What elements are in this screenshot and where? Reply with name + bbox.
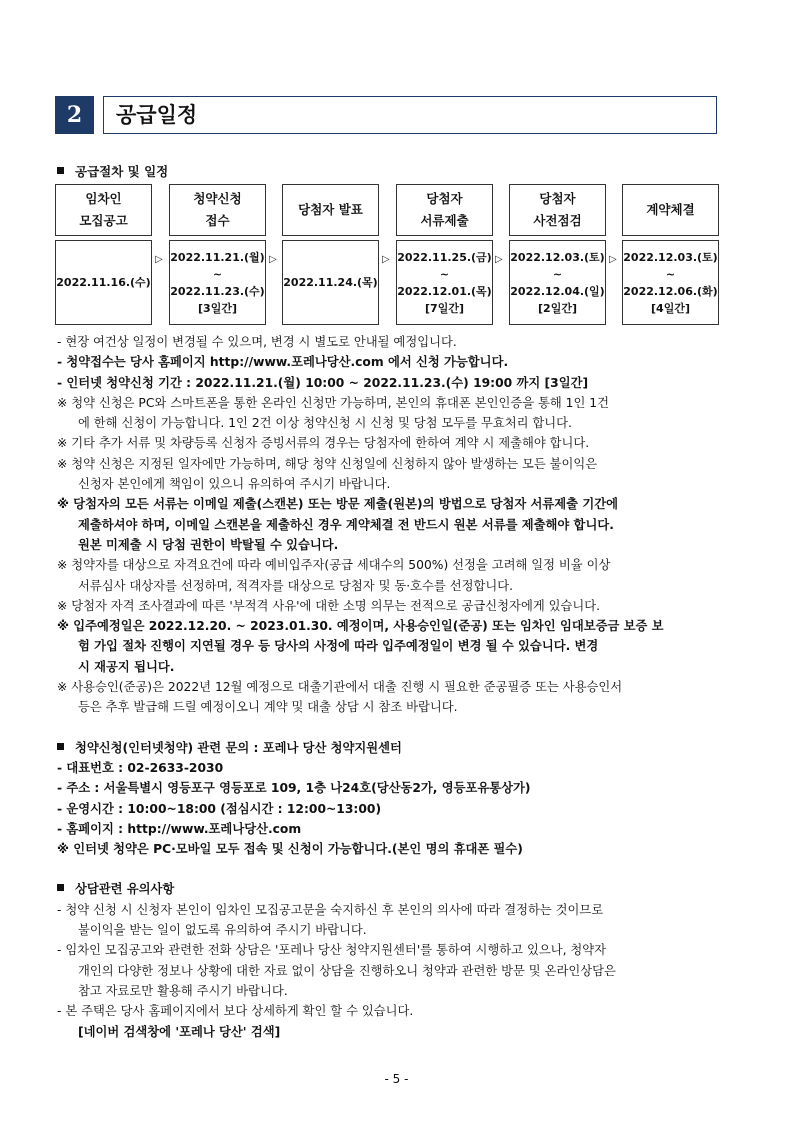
step-announcement	[282, 184, 379, 325]
arrow-icon: ▷	[382, 254, 390, 265]
contact-heading: 청약신청(인터넷청약) 관련 문의 : 포레나 당산 청약지원센터	[57, 738, 727, 758]
step-title: 임차인 모집공고	[55, 184, 152, 236]
square-bullet-icon	[57, 884, 64, 891]
step-date: 2022.12.03.(토) ~ 2022.12.06.(화) [4일간]	[622, 240, 719, 325]
schedule-notes	[57, 332, 727, 1042]
contact-hours: - 운영시간 : 10:00~18:00 (점심시간 : 12:00~13:00)	[57, 801, 382, 816]
square-bullet-icon	[57, 743, 64, 750]
note-line: 에 한해 신청이 가능합니다. 1인 2건 이상 청약신청 시 신청 및 당첨 모두를 무효처리 합니다.	[78, 416, 572, 431]
page-number: - 5 -	[384, 1072, 409, 1086]
contact-address: - 주소 : 서울특별시 영등포구 영등포로 109, 1층 나24호(당산동2가, 영등포유통상가)	[57, 781, 531, 796]
note-line: 제출하셔야 하며, 이메일 스캔본을 제출하신 경우 계약체결 전 반드시 원본 서류를 제출해야 합니다.	[78, 517, 614, 532]
note-line: 험 가입 절차 진행이 지연될 경우 등 당사의 사정에 따라 입주예정일이 변경 될 수 있습니다. 변경	[78, 639, 599, 654]
consult-line: - 본 주택은 당사 홈페이지에서 보다 상세하게 확인 할 수 있습니다.	[57, 1004, 414, 1019]
consult-line: - 임차인 모집공고와 관련한 전화 상담은 '포레나 당산 청약지원센터'를 통하여 시행하고 있으나, 청약자	[57, 943, 607, 958]
section-title: 공급일정	[103, 96, 717, 134]
step-application	[169, 184, 266, 325]
note-line: ※ 입주예정일은 2022.12.20. ~ 2023.01.30. 예정이며, 사용승인일(준공) 또는 임차인 임대보증금 보증 보	[57, 619, 664, 634]
note-line: ※ 청약자를 대상으로 자격요건에 따라 예비입주자(공급 세대수의 500%) 선정을 고려해 일정 비율 이상	[57, 558, 611, 573]
note-line: 신청자 본인에게 책임이 있으니 유의하여 주시기 바랍니다.	[78, 477, 391, 492]
arrow-icon: ▷	[155, 254, 163, 265]
contact-homepage[interactable]: - 홈페이지 : http://www.포레나당산.com	[57, 821, 302, 836]
schedule-flow	[55, 184, 720, 329]
consult-heading: 상담관련 유의사항	[57, 879, 727, 899]
step-title: 계약체결	[622, 184, 719, 236]
step-title: 당첨자 발표	[282, 184, 379, 236]
step-date: 2022.11.25.(금) ~ 2022.12.01.(목) [7일간]	[396, 240, 493, 325]
consult-line: 개인의 다양한 정보나 상황에 대한 자료 없이 상담을 진행하오니 청약과 관련한 방문 및 온라인상담은	[78, 963, 616, 978]
contact-phone: - 대표번호 : 02-2633-2030	[57, 760, 224, 775]
consult-line: - 청약 신청 시 신청자 본인이 임차인 모집공고문을 숙지하신 후 본인의 의사에 따라 결정하는 것이므로	[57, 902, 604, 917]
square-bullet-icon	[57, 167, 64, 174]
note-line: - 인터넷 청약신청 기간 : 2022.11.21.(월) 10:00 ~ 2022.11.23.(수) 19:00 까지 [3일간]	[57, 375, 589, 390]
note-line: 시 재공지 됩니다.	[78, 659, 175, 674]
note-line: ※ 당첨자 자격 조사결과에 따른 '부적격 사유'에 대한 소명 의무는 전적으로 공급신청자에게 있습니다.	[57, 598, 601, 613]
step-contract	[622, 184, 719, 325]
step-documents	[396, 184, 493, 325]
note-line: ※ 사용승인(준공)은 2022년 12월 예정으로 대출기관에서 대출 진행 시 필요한 준공필증 또는 사용승인서	[57, 680, 623, 695]
note-line: 서류심사 대상자를 선정하며, 적격자를 대상으로 당첨자 및 동·호수를 선정합니다.	[78, 578, 513, 593]
step-title: 당첨자 서류제출	[396, 184, 493, 236]
schedule-heading: 공급절차 및 일정	[57, 162, 168, 180]
note-line: 원본 미제출 시 당첨 권한이 박탈될 수 있습니다.	[78, 537, 339, 552]
note-line: - 청약접수는 당사 홈페이지 http://www.포레나당산.com 에서 신청 가능합니다.	[57, 355, 509, 370]
note-line: 등은 추후 발급해 드릴 예정이오니 계약 및 대출 상담 시 참조 바랍니다.	[78, 700, 458, 715]
step-title: 청약신청 접수	[169, 184, 266, 236]
step-date: 2022.12.03.(토) ~ 2022.12.04.(일) [2일간]	[509, 240, 606, 325]
step-date: 2022.11.21.(월) ~ 2022.11.23.(수) [3일간]	[169, 240, 266, 325]
section-header	[55, 96, 717, 134]
consult-line: 불이익을 받는 일이 없도록 유의하여 주시기 바랍니다.	[78, 923, 367, 938]
arrow-icon: ▷	[269, 254, 277, 265]
consult-line: 참고 자료로만 활용해 주시기 바랍니다.	[78, 983, 288, 998]
arrow-icon: ▷	[495, 254, 503, 265]
arrow-icon: ▷	[609, 254, 617, 265]
step-inspection	[509, 184, 606, 325]
note-line: ※ 당첨자의 모든 서류는 이메일 제출(스캔본) 또는 방문 제출(원본)의 방법으로 당첨자 서류제출 기간에	[57, 497, 618, 512]
note-line: ※ 청약 신청은 PC와 스마트폰을 통한 온라인 신청만 가능하며, 본인의 휴대폰 본인인증을 통해 1인 1건	[57, 395, 609, 410]
note-line: ※ 청약 신청은 지정된 일자에만 가능하며, 해당 청약 신청일에 신청하지 않아 발생하는 모든 불이익은	[57, 456, 598, 471]
consult-search-hint: [네이버 검색창에 '포레나 당산' 검색]	[78, 1024, 281, 1039]
step-date: 2022.11.16.(수)	[55, 240, 152, 325]
step-date: 2022.11.24.(목)	[282, 240, 379, 325]
step-notice	[55, 184, 152, 325]
contact-note: ※ 인터넷 청약은 PC·모바일 모두 접속 및 신청이 가능합니다.(본인 명의 휴대폰 필수)	[57, 842, 523, 857]
note-line: ※ 기타 추가 서류 및 차량등록 신청자 증빙서류의 경우는 당첨자에 한하여 계약 시 제출해야 합니다.	[57, 436, 590, 451]
section-number: 2	[55, 96, 94, 134]
note-line: - 현장 여건상 일정이 변경될 수 있으며, 변경 시 별도로 안내될 예정입니다.	[57, 335, 457, 349]
step-title: 당첨자 사전점검	[509, 184, 606, 236]
